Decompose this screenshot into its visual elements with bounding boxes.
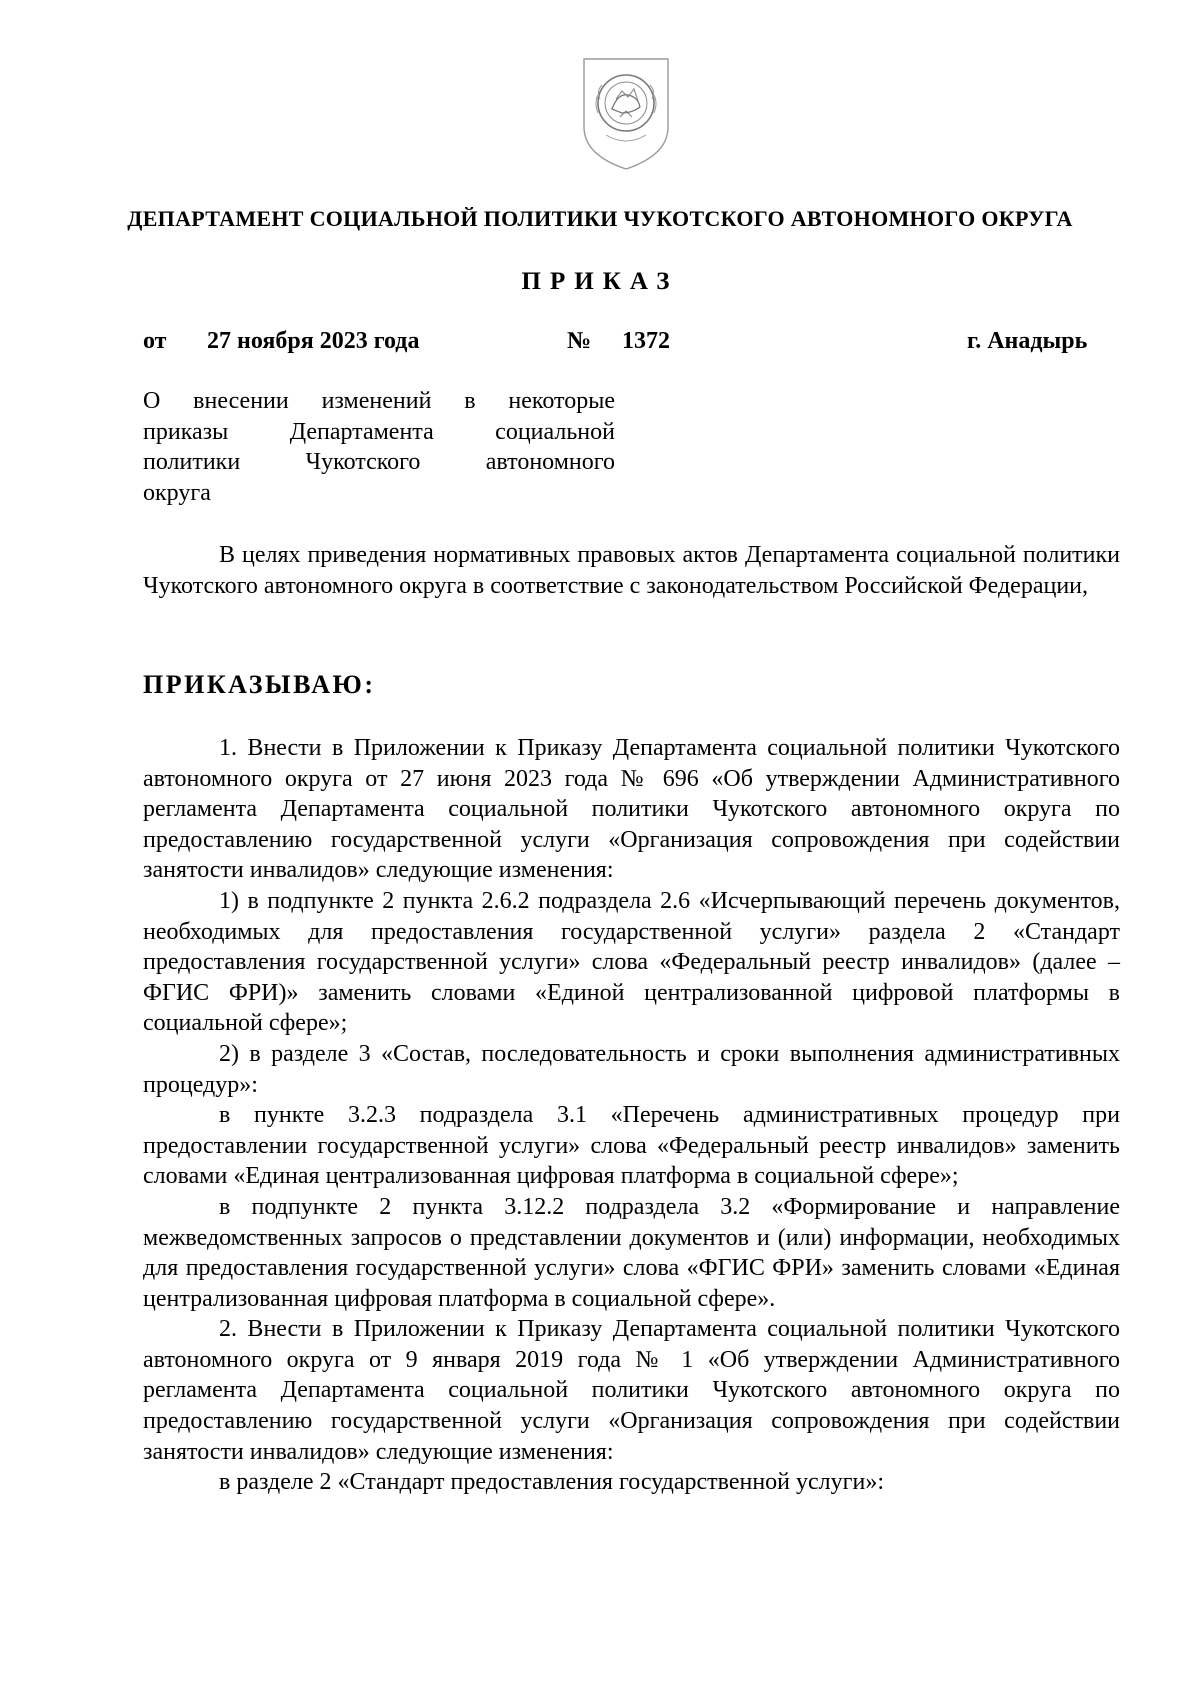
department-title: ДЕПАРТАМЕНТ СОЦИАЛЬНОЙ ПОЛИТИКИ ЧУКОТСКОГО АВТОНОМНОГО ОКРУГА (127, 206, 1073, 231)
document-subject (143, 386, 615, 508)
number-sign: № (567, 328, 592, 354)
body-paragraph: в пункте 3.2.3 подраздела 3.1 «Перечень административных процедур при предоставлении государственной услуги» слова «Федеральный реестр инвалидов» заменить словами «Единая централизованная цифровая платформа в социальной сфере»; (143, 1102, 1120, 1190)
subject-line: О внесении изменений в некоторые (143, 388, 615, 414)
document-number: 1372 (622, 328, 670, 354)
body-paragraph: 2) в разделе 3 «Состав, последовательность и сроки выполнения административных процедур»: (143, 1040, 1120, 1098)
coat-of-arms-icon (576, 55, 676, 175)
document-body (143, 733, 1120, 1498)
date-prefix: от (143, 328, 167, 354)
subject-line: приказы Департамента социальной (143, 418, 615, 445)
document-city: г. Анадырь (967, 328, 1088, 354)
body-paragraph: 1. Внести в Приложении к Приказу Департамента социальной политики Чукотского автономного округа от 27 июня 2023 года № 696 «Об утверждении Административного регламента Департамента социальной политики Чукотского автономного округа по предоставлению государственной услуги «Организация сопровождения при содействии занятости инвалидов» следующие изменения: (143, 735, 1120, 884)
body-paragraph: 2. Внести в Приложении к Приказу Департамента социальной политики Чукотского автономного округа от 9 января 2019 года № 1 «Об утверждении Административного регламента Департамента социальной политики Чукотского автономного округа по предоставлению государственной услуги «Организация сопровождения при содействии занятости инвалидов» следующие изменения: (143, 1316, 1120, 1465)
preamble-block (143, 540, 1120, 601)
document-type: ПРИКАЗ (521, 268, 679, 295)
body-paragraph: в разделе 2 «Стандарт предоставления государственной услуги»: (219, 1469, 885, 1496)
body-paragraph: 1) в подпункте 2 пункта 2.6.2 подраздела 2.6 «Исчерпывающий перечень документов, необходимых для предоставления государственной услуги» раздела 2 «Стандарт предоставления государственной услуги» слова «Федеральный реестр инвалидов» (далее – ФГИС ФРИ)» заменить словами «Единой централизованной цифровой платформы в социальной сфере»; (143, 887, 1120, 1037)
subject-line: политики Чукотского автономного (143, 449, 615, 475)
subject-line: округа (143, 479, 211, 506)
body-paragraph: в подпункте 2 пункта 3.12.2 подраздела 3.2 «Формирование и направление межведомственных запросов о представлении документов и (или) информации, необходимых для предоставления государственной услуги» слова «ФГИС ФРИ» заменить словами «Единая централизованная цифровая платформа в социальной сфере». (143, 1193, 1120, 1312)
emblem-graphic (576, 55, 676, 175)
document-date: 27 ноября 2023 года (207, 328, 420, 354)
order-word: ПРИКАЗЫВАЮ: (143, 670, 376, 699)
preamble: В целях приведения нормативных правовых актов Департамента социальной политики Чукотского автономного округа в соответствие с законодательством Российской Федерации, (143, 542, 1120, 599)
